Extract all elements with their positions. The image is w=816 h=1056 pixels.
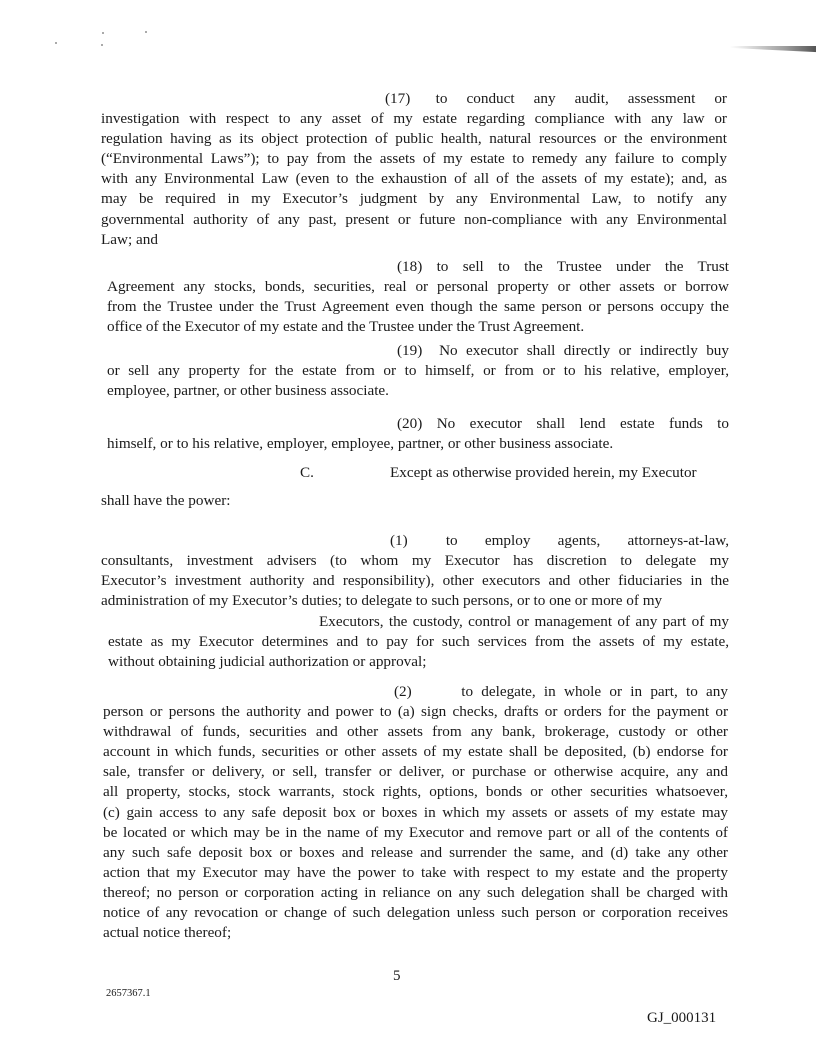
paragraph-item-17 xyxy=(101,89,727,250)
text-line: (17) to conduct any audit, assessment or xyxy=(385,90,727,107)
text-line: administration of my Executor’s duties; to delegate to such persons, or to one or more of my xyxy=(101,592,663,610)
text-line: from the Trustee under the Trust Agreement even though the same person or persons occupy the xyxy=(107,298,729,316)
text-line: be located or which may be in the name of my Executor and remove part or all of the contents of xyxy=(103,823,728,841)
text-line: (19) No executor shall directly or indirectly buy xyxy=(397,342,729,359)
text-line: may be required in my Executor’s judgment by any Environmental Law, to notify any xyxy=(101,190,727,208)
text-line: any such safe deposit box or boxes and release and surrender the same, and (d) take any other xyxy=(103,843,728,861)
text-line: consultants, investment advisers (to whom my Executor has discretion to delegate my xyxy=(101,552,729,570)
text-line: Executors, the custody, control or management of any part of my xyxy=(319,613,729,630)
scan-speck xyxy=(102,32,104,34)
paragraph-item-19 xyxy=(107,341,729,401)
text-line: Law; and xyxy=(101,230,158,248)
text-line: (18) to sell to the Trustee under the Trust xyxy=(397,258,729,275)
scan-speck xyxy=(101,44,103,46)
section-marker: C. xyxy=(300,464,314,481)
text-line: thereof; no person or corporation acting in reliance on any such delegation shall be charged with xyxy=(103,883,728,901)
text-line: himself, or to his relative, employer, employee, partner, or other business associate. xyxy=(107,435,614,453)
text-line: person or persons the authority and power to (a) sign checks, drafts or orders for the payment or xyxy=(103,703,728,721)
text-line: with any Environmental Law (even to the exhaustion of all of the assets of my estate); and, as xyxy=(101,170,727,188)
text-line: investigation with respect to any asset of my estate regarding compliance with any law or xyxy=(101,110,727,128)
text-line: notice of any revocation or change of such delegation unless such person or corporation receives xyxy=(103,904,728,922)
text-line: or sell any property for the estate from or to himself, or from or to his relative, employer, xyxy=(107,362,729,380)
scan-speck xyxy=(145,31,147,33)
text-line: withdrawal of funds, securities and other assets from any bank, brokerage, custody or other xyxy=(103,723,728,741)
scan-artifact xyxy=(730,46,816,62)
text-line: (“Environmental Laws”); to pay from the assets of my estate to remedy any failure to comply xyxy=(101,150,727,168)
text-line: sale, transfer or delivery, or sell, transfer or deliver, or purchase or otherwise acquire, any and xyxy=(103,763,728,781)
text-line: (2) to delegate, in whole or in part, to any xyxy=(394,683,728,700)
scan-speck xyxy=(55,42,57,44)
text-line: Agreement any stocks, bonds, securities, real or personal property or other assets or borrow xyxy=(107,278,729,296)
text-line: shall have the power: xyxy=(101,492,231,510)
text-line: estate as my Executor determines and to pay for such services from the assets of my estate, xyxy=(108,633,729,651)
text-line: account in which funds, securities or other assets of my estate shall be deposited, (b) endorse for xyxy=(103,743,728,761)
text-line: (c) gain access to any safe deposit box or boxes in which my assets or assets of my estate may xyxy=(103,803,728,821)
text-line: employee, partner, or other business associate. xyxy=(107,382,389,400)
text-line: regulation having as its object protection of public health, natural resources or the environment xyxy=(101,130,727,148)
text-line: (1) to employ agents, attorneys-at-law, xyxy=(390,532,729,549)
text-line: governmental authority of any past, present or future non-compliance with any Environmental xyxy=(101,210,727,228)
text-line: action that my Executor may have the power to take with respect to my estate and the property xyxy=(103,863,728,881)
paragraph-section-c xyxy=(101,463,727,511)
paragraph-item-18 xyxy=(107,257,729,337)
text-line: (20) No executor shall lend estate funds to xyxy=(397,415,729,432)
page-number: 5 xyxy=(393,968,401,984)
section-c-heading-line xyxy=(101,463,727,483)
text-line: office of the Executor of my estate and the Trustee under the Trust Agreement. xyxy=(107,318,585,336)
paragraph-item-20 xyxy=(107,414,729,454)
paragraph-c-item-1 xyxy=(101,531,729,611)
paragraph-c-item-2 xyxy=(103,682,728,943)
text-line: Except as otherwise provided herein, my Executor xyxy=(390,464,697,481)
document-id: 2657367.1 xyxy=(106,988,151,999)
paragraph-c-item-1-continued xyxy=(108,612,729,672)
text-line: actual notice thereof; xyxy=(103,924,232,942)
text-line: without obtaining judicial authorization or approval; xyxy=(108,653,427,671)
bates-number: GJ_000131 xyxy=(647,1010,717,1026)
text-line: Executor’s investment authority and responsibility), other executors and other fiduciaries in the xyxy=(101,572,729,590)
text-line: all property, stocks, stock warrants, stock rights, options, bonds or other securities whatsoever, xyxy=(103,783,728,801)
